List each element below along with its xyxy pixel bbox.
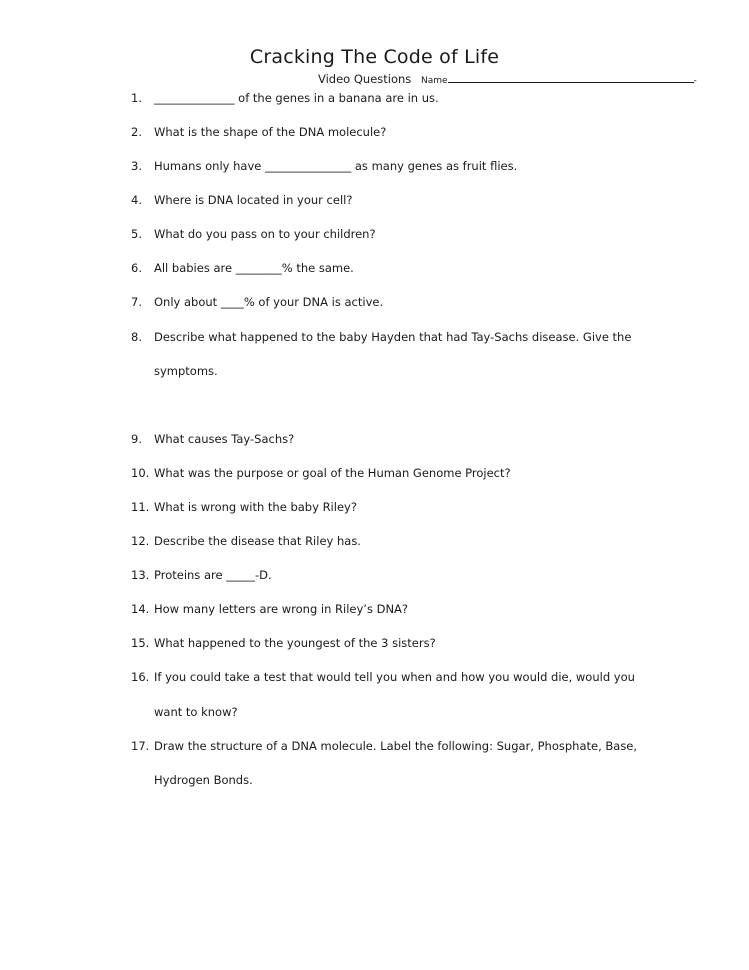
question-text: Draw the structure of a DNA molecule. Label the following: Sugar, Phosphate, Base,	[154, 739, 638, 753]
question-8-continuation: symptoms.	[154, 364, 218, 378]
subtitle-row	[318, 72, 697, 86]
question-number: 4.	[131, 193, 142, 207]
question-text: What is wrong with the baby Riley?	[154, 500, 357, 514]
question-text: How many letters are wrong in Riley’s DNA?	[154, 602, 409, 616]
question-15	[131, 636, 436, 650]
question-17-continuation: Hydrogen Bonds.	[154, 773, 253, 787]
question-number: 5.	[131, 227, 142, 241]
question-7	[131, 295, 383, 309]
question-text: What causes Tay-Sachs?	[154, 432, 295, 446]
question-11	[131, 500, 357, 514]
question-text: Describe the disease that Riley has.	[154, 534, 361, 548]
question-text: What happened to the youngest of the 3 sisters?	[154, 636, 436, 650]
question-4	[131, 193, 352, 207]
question-number: 10.	[131, 466, 150, 480]
question-text: Where is DNA located in your cell?	[154, 193, 353, 207]
question-number: 7.	[131, 295, 142, 309]
question-text: Proteins are _____-D.	[154, 568, 272, 582]
question-number: 16.	[131, 670, 150, 684]
question-6	[131, 261, 354, 275]
question-number: 3.	[131, 159, 142, 173]
question-text: All babies are ________% the same.	[154, 261, 354, 275]
question-number: 8.	[131, 330, 142, 344]
question-16-continuation: want to know?	[154, 705, 238, 719]
question-17	[131, 739, 637, 753]
name-line-end: -	[693, 76, 697, 86]
subtitle-text: Video Questions	[318, 72, 412, 86]
question-text: ______________ of the genes in a banana are in us.	[154, 91, 439, 105]
question-9	[131, 432, 294, 446]
question-number: 2.	[131, 125, 142, 139]
question-number: 1.	[131, 91, 142, 105]
question-number: 17.	[131, 739, 150, 753]
question-text: Humans only have _______________ as many genes as fruit flies.	[154, 159, 518, 173]
name-label: Name	[420, 76, 448, 86]
question-text: What was the purpose or goal of the Human Genome Project?	[154, 466, 511, 480]
question-number: 6.	[131, 261, 142, 275]
question-number: 9.	[131, 432, 142, 446]
question-number: 15.	[131, 636, 150, 650]
question-number: 14.	[131, 602, 150, 616]
question-number: 13.	[131, 568, 150, 582]
page-title: Cracking The Code of Life	[249, 46, 500, 68]
question-text: What is the shape of the DNA molecule?	[154, 125, 387, 139]
question-text: If you could take a test that would tell you when and how you would die, would you	[154, 670, 635, 684]
question-1	[131, 91, 439, 105]
question-text: What do you pass on to your children?	[154, 227, 376, 241]
question-8	[131, 330, 631, 344]
question-number: 12.	[131, 534, 150, 548]
question-text: Only about ____% of your DNA is active.	[154, 295, 384, 309]
question-text: Describe what happened to the baby Hayden that had Tay-Sachs disease. Give the	[154, 330, 632, 344]
question-14	[131, 602, 408, 616]
question-12	[131, 534, 361, 548]
question-3	[131, 159, 517, 173]
name-blank-line	[448, 72, 694, 83]
question-16	[131, 670, 635, 684]
question-13	[131, 568, 272, 582]
question-10	[131, 466, 511, 480]
question-5	[131, 227, 376, 241]
question-number: 11.	[131, 500, 150, 514]
question-2	[131, 125, 386, 139]
